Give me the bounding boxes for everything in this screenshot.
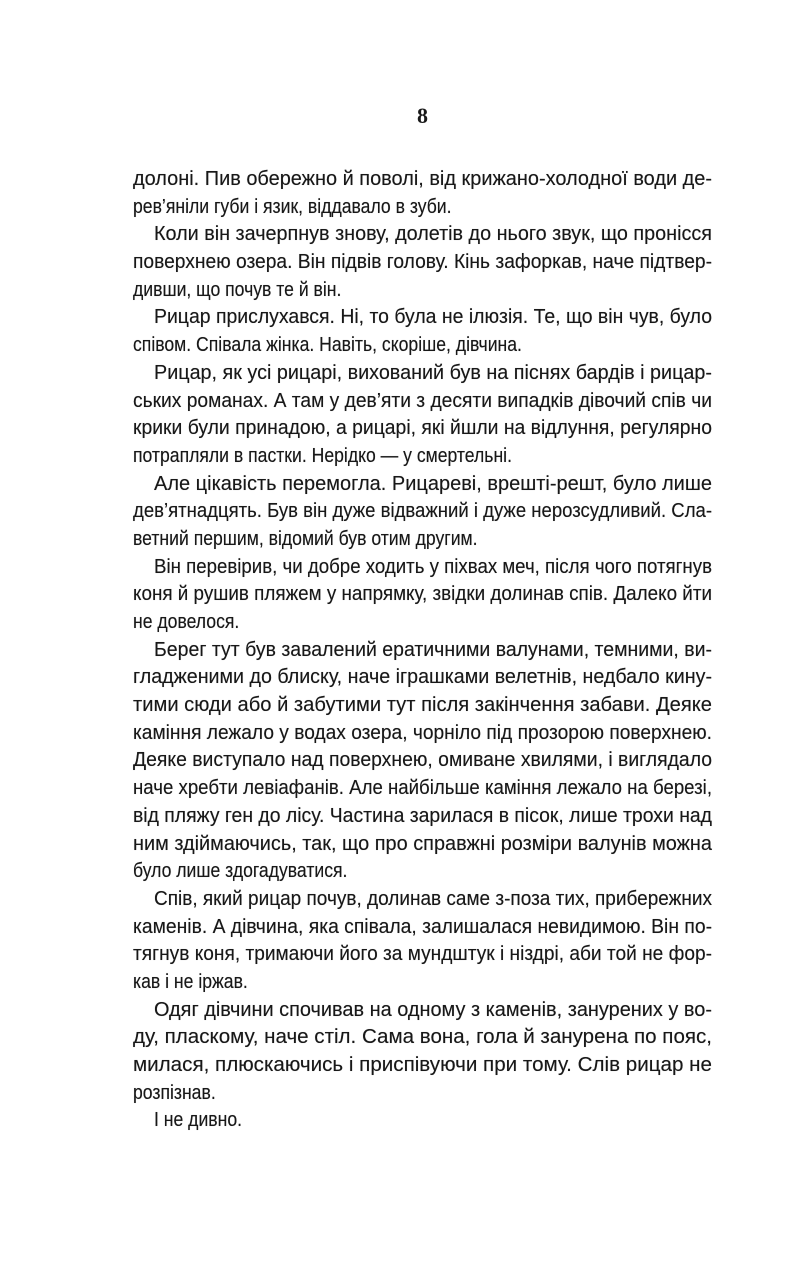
paragraph [133, 166, 712, 221]
text-line [133, 194, 712, 222]
text-line [133, 249, 712, 277]
text-line-content: Але цікавість перемогла. Рицареві, врешті-решт, було лише [154, 472, 712, 495]
text-line-content: не довелося. [133, 611, 240, 633]
text-line [133, 664, 712, 692]
text-line-content: ним здіймаючись, так, що про справжні розміри валунів можна [133, 832, 712, 855]
text-line [133, 471, 712, 499]
text-line [133, 166, 712, 194]
text-line-content: Рицар, як усі рицарі, вихований був на піснях бардів і рицар- [154, 361, 712, 384]
paragraph [133, 471, 712, 554]
text-line-content: ських романах. А там у дев’яти з десяти випадків дівочий спів чи [133, 389, 712, 412]
text-line [133, 554, 712, 582]
text-line-content: співом. Співала жінка. Навіть, скоріше, дівчина. [133, 334, 522, 357]
text-line [133, 858, 712, 886]
text-line [133, 1052, 712, 1080]
text-line [133, 221, 712, 249]
text-line-content: Спів, який рицар почув, долинав саме з-поза тих, прибережних [154, 887, 712, 910]
text-line-content: кав і не іржав. [133, 970, 248, 993]
text-line-content: гладженими до блиску, наче іграшками велетнів, недбало кину- [133, 666, 712, 689]
text-line [133, 775, 712, 803]
text-line [133, 914, 712, 942]
text-line [133, 637, 712, 665]
text-line-content: Одяг дівчини спочивав на одному з каменів, занурених у во- [154, 998, 712, 1021]
text-line-content: милася, плюскаючись і приспівуючи при тому. Слів рицар не [133, 1054, 713, 1076]
text-line [133, 803, 712, 831]
text-line [133, 443, 712, 471]
text-line [133, 1107, 712, 1135]
text-line-content: ветний першим, відомий був отим другим. [133, 527, 478, 550]
text-line [133, 360, 712, 388]
text-line [133, 747, 712, 775]
page-number: 8 [417, 103, 428, 128]
text-line-content: потрапляли в пастки. Нерідко — у смертельні. [133, 444, 512, 467]
text-line [133, 1024, 712, 1052]
body-text [133, 166, 712, 1135]
text-line-content: тягнув коня, тримаючи його за мундштук і ніздрі, аби той не фор- [133, 943, 712, 966]
text-line-content: поверхнею озера. Він підвів голову. Кінь зафоркав, наче підтвер- [133, 251, 712, 274]
text-line-content: Рицар прислухався. Ні, то була не ілюзія. Те, що він чув, було [154, 306, 712, 329]
paragraph [133, 554, 712, 637]
paragraph [133, 637, 712, 886]
text-line-content: дев’ятнадцять. Був він дуже відважний і дуже нерозсудливий. Сла- [133, 500, 712, 523]
paragraph [133, 1107, 712, 1135]
text-line [133, 609, 712, 637]
text-line-content: Деяке виступало над поверхнею, омиване хвилями, і виглядало [133, 749, 712, 772]
paragraph [133, 886, 712, 997]
text-line [133, 692, 712, 720]
text-line-content: Берег тут був завалений ератичними валунами, темними, ви- [154, 638, 712, 661]
text-line [133, 720, 712, 748]
text-line-content: Він перевірив, чи добре ходить у піхвах меч, після чого потягнув [154, 555, 712, 578]
paragraph [133, 360, 712, 471]
text-line-content: каменів. А дівчина, яка співала, залишалася невидимою. Він по- [133, 915, 712, 938]
text-line-content: крики були принадою, а рицарі, які йшли на відлуння, регулярно [133, 417, 712, 440]
text-line-content: І не дивно. [154, 1109, 243, 1132]
text-line [133, 498, 712, 526]
text-line-content: рев’яніли губи і язик, віддавало в зуби. [133, 195, 452, 218]
text-line [133, 581, 712, 609]
paragraph [133, 304, 712, 359]
paragraph [133, 997, 712, 1108]
text-line-content: каміння лежало у водах озера, чорніло під прозорою поверхнею. [133, 721, 712, 744]
text-line-content: долоні. Пив обережно й поволі, від крижано-холодної води де- [133, 168, 712, 190]
text-line [133, 304, 712, 332]
text-line [133, 997, 712, 1025]
text-line-content: розпізнав. [133, 1081, 216, 1104]
text-line-content: дивши, що почув те й він. [133, 278, 342, 301]
text-line-content: коня й рушив пляжем у напрямку, звідки долинав спів. Далеко йти [133, 583, 712, 606]
paragraph [133, 221, 712, 304]
text-line [133, 277, 712, 305]
text-line [133, 831, 712, 859]
text-line [133, 941, 712, 969]
text-line [133, 886, 712, 914]
text-line-content: наче хребти левіафанів. Але найбільше каміння лежало на березі, [133, 777, 712, 800]
text-line [133, 1080, 712, 1108]
text-line [133, 388, 712, 416]
text-line-content: тими сюди або й забутими тут після закінчення забави. Деяке [133, 694, 712, 717]
text-line-content: від пляжу ген до лісу. Частина зарилася в пісок, лише трохи над [133, 804, 712, 827]
text-line-content: було лише здогадуватися. [133, 860, 348, 883]
text-line [133, 526, 712, 554]
text-line [133, 332, 712, 360]
text-line [133, 415, 712, 443]
text-line [133, 969, 712, 997]
text-line-content: Коли він зачерпнув знову, долетів до нього звук, що пронісся [154, 223, 712, 246]
text-line-content: ду, пласкому, наче стіл. Сама вона, гола й занурена по пояс, [133, 1026, 712, 1049]
